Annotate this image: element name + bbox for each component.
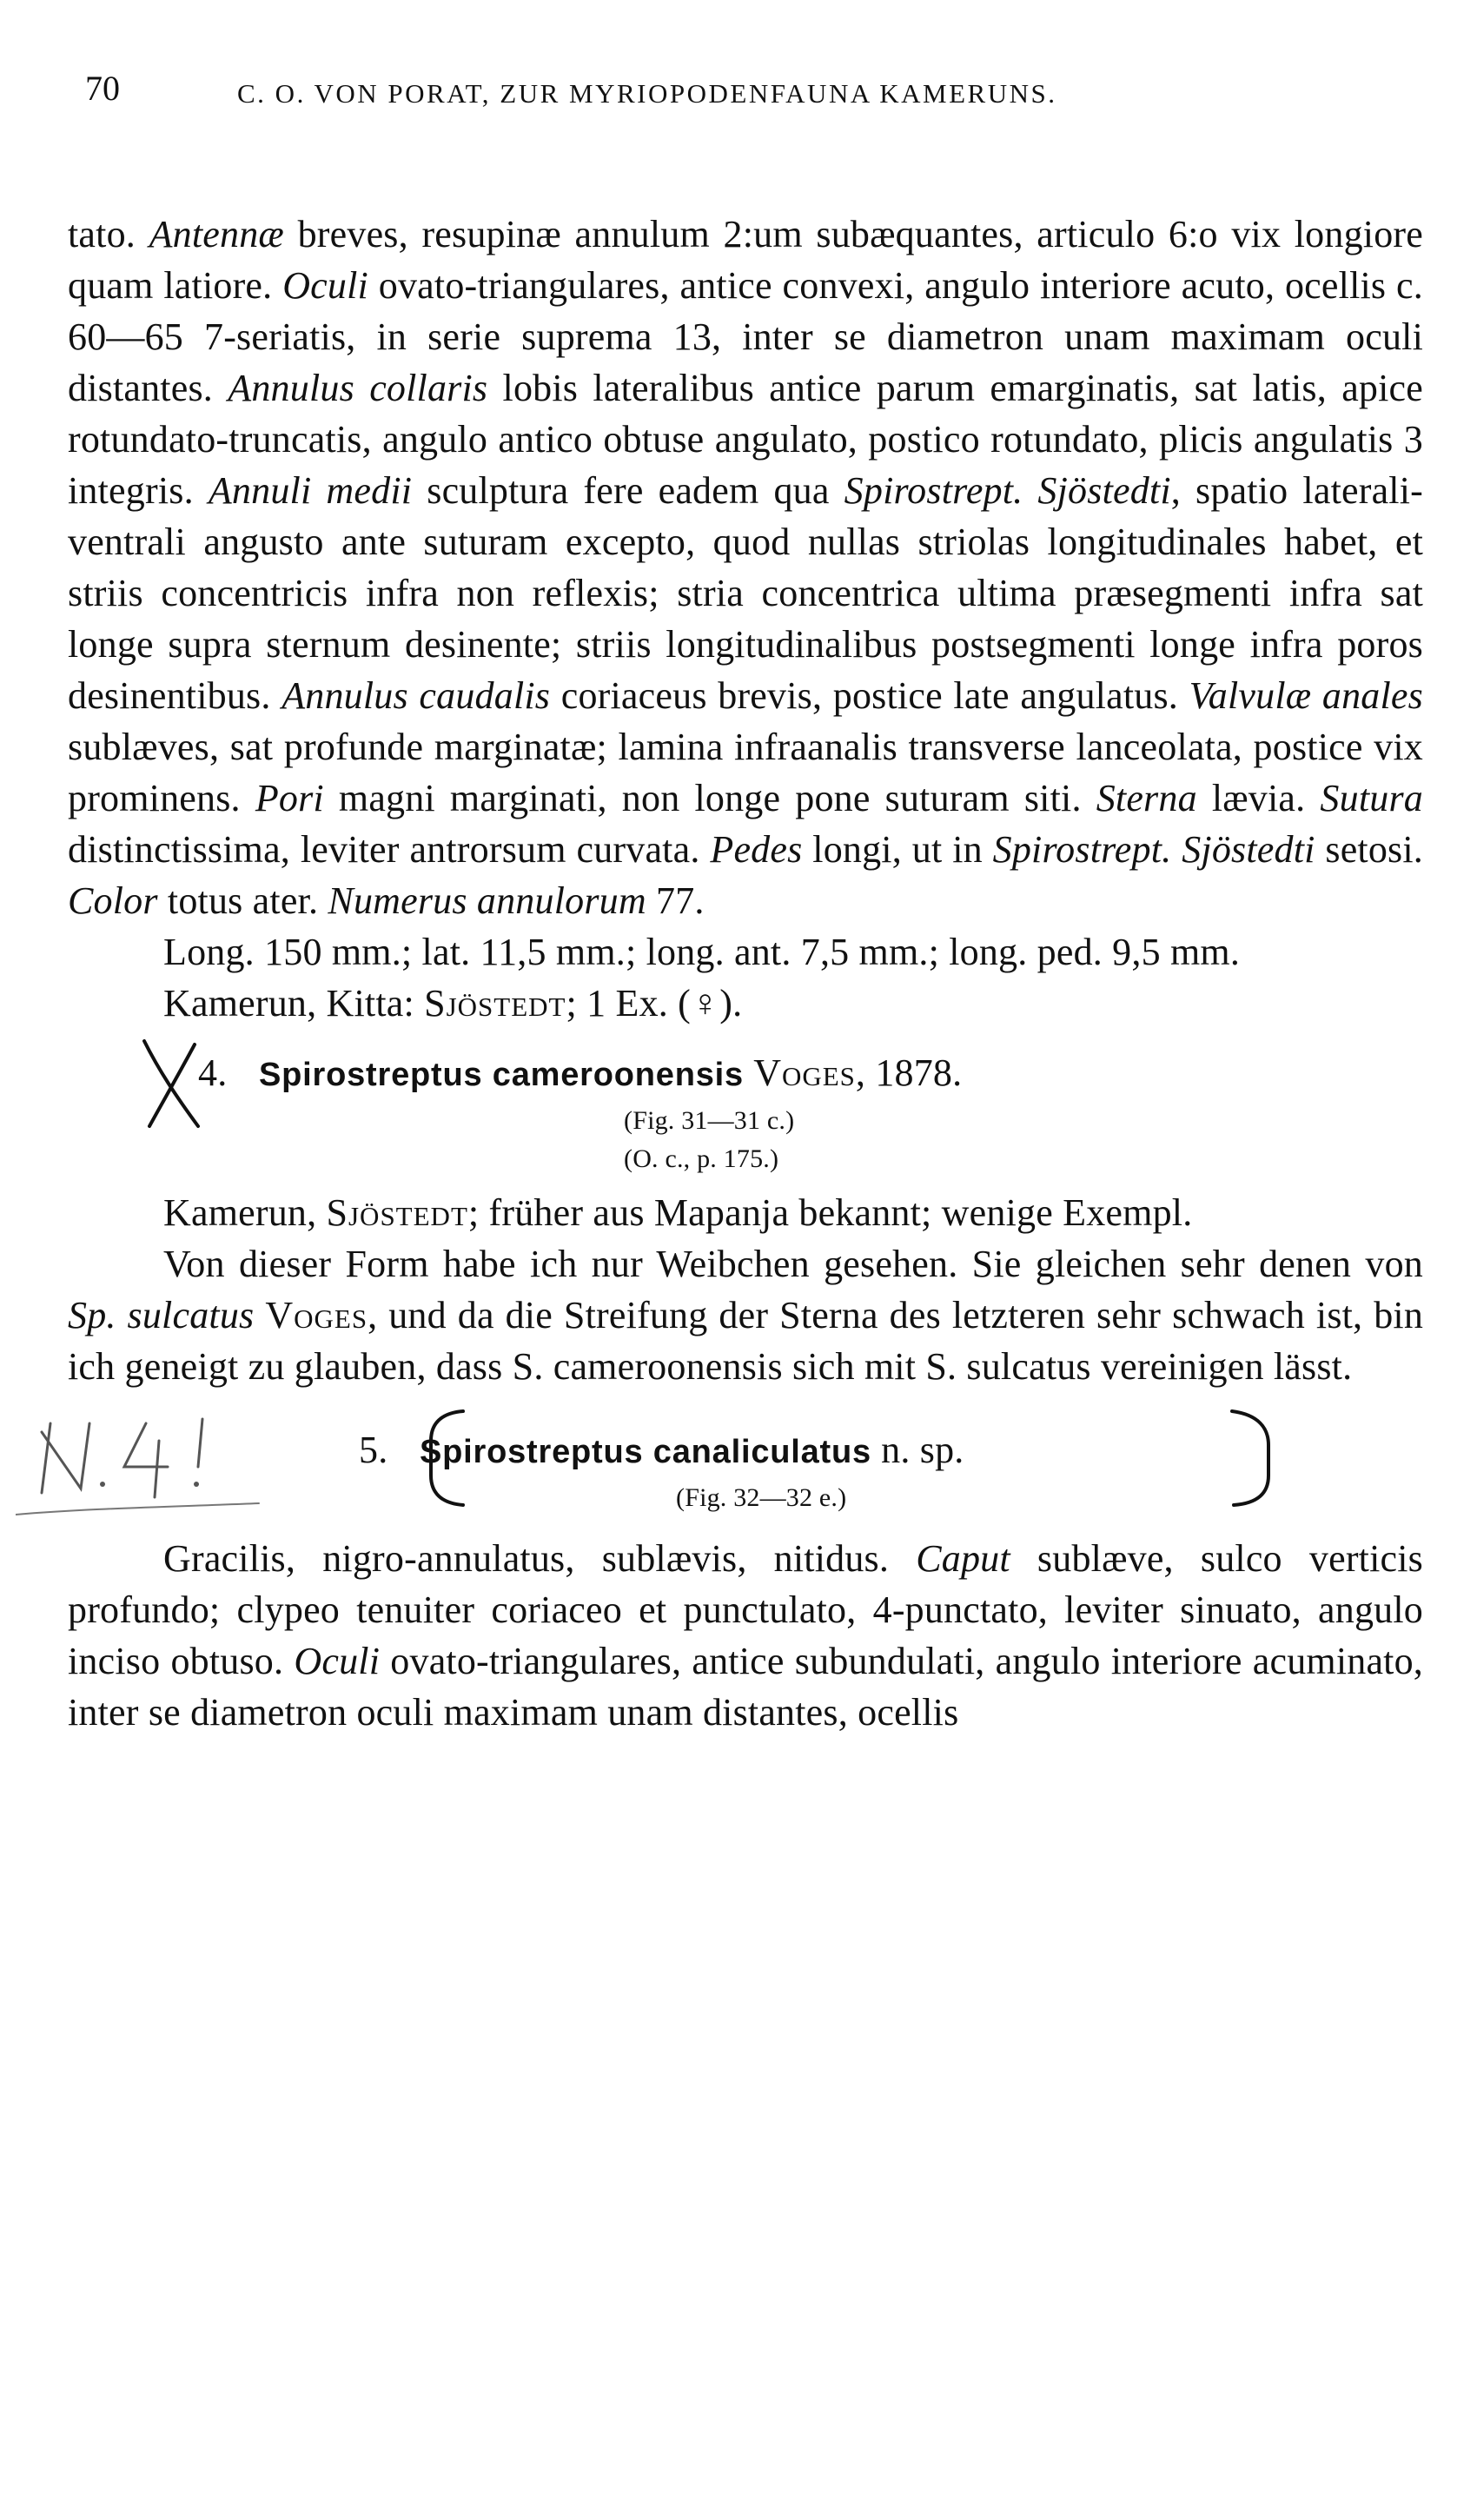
measurements: Long. 150 mm.; lat. 11,5 mm.; long. ant. 7,5 mm.; long. ped. 9,5 mm. [163,931,1241,973]
text: sculptura fere eadem qua [412,469,844,512]
term-antennae: Antennæ [149,213,284,255]
species-new-suffix: n. sp. [871,1429,964,1471]
term-annulus-caudalis: Annulus caudalis [281,674,551,717]
text: ovato-triangulares, antice subundulati, angulo interiore acuminato, inter se diametron oculi maximam unam distantes, ocellis [68,1640,1423,1734]
handwritten-note-mark [16,1397,328,1528]
body-text [68,209,1423,1738]
page-reference: (O. c., p. 175.) [624,1144,779,1173]
term-sutura: Sutura [1320,777,1423,819]
text: magni marginati, non longe pone suturam siti. [323,777,1096,819]
page-number: 70 [85,69,120,108]
handwritten-bracket-left [415,1406,467,1510]
text: Kamerun, [163,1191,327,1234]
text: tato. [68,213,149,255]
paragraph-remarks [68,1238,1423,1392]
term-caput: Caput [916,1537,1010,1580]
species-number: 5. [359,1429,388,1471]
page [68,52,1423,1738]
text: totus ater. [157,879,328,922]
species-name: Spirostreptus cameroonensis [259,1057,744,1093]
text: breves, resupinæ annulum 2:um subæquantes, articulo 6:o vix longiore quam latiore. [68,213,1423,307]
text: Von dieser Form habe ich nur Weibchen gesehen. Sie gleichen sehr denen von [163,1243,1423,1285]
species-author: Voges [265,1294,368,1336]
handwritten-x-mark [137,1036,207,1131]
text: sublæve, sulco verticis profundo; clypeo tenuiter coriaceo et punctulato, 4-punctato, leviter sinuato, angulo inciso obtuso. [68,1537,1423,1682]
handwritten-bracket-right [1223,1406,1284,1510]
term-oculi: Oculi [282,264,368,307]
figure-reference: (Fig. 31—31 c.) [624,1106,795,1135]
term-annulus-collaris: Annulus collaris [228,367,488,409]
species-number: 4. [198,1051,228,1094]
locality-kitta [68,978,1423,1029]
species-name: Spirostreptus canaliculatus [420,1434,871,1470]
text: ; früher aus Mapanja bekannt; wenige Exempl. [467,1191,1193,1234]
figure-reference: (Fig. 32—32 e.) [676,1483,847,1512]
running-head [68,52,1423,130]
term-valvulae-anales: Valvulæ anales [1189,674,1423,717]
taxon-reference: Spirostrept. Sjöstedti [844,469,1171,512]
species-author: Voges [753,1051,856,1094]
term-color: Color [68,879,158,922]
taxon-reference: Sp. sulcatus [68,1294,255,1336]
text: ovato-triangulares, antice convexi, angulo interiore acuto, ocellis c. 60—65 7-seriatis, in serie suprema 13, inter se diametron unam maximam oculi distantes. [68,264,1423,409]
species-5-heading-block [68,1423,1423,1517]
collector-name: Sjöstedt [424,982,566,1025]
term-numerus-annulorum: Numerus annulorum [328,879,646,922]
species-year: , 1878. [855,1051,963,1094]
text: lævia. [1196,777,1321,819]
text: setosi. [1315,828,1423,871]
species-4-title [68,1046,1423,1102]
term-annuli-medii: Annuli medii [208,469,413,512]
text: , spatio laterali-ventrali angusto ante suturam excepto, quod nullas striolas longitudinales habet, et striis concentricis infra non reflexis; stria concentrica ultima præsegmenti infra sat longe supra sternum desinente; striis longitudinalibus postsegmenti longe infra poros desinentibus. [68,469,1424,717]
text: distinctissima, leviter antrorsum curvata. [68,828,711,871]
term-pedes: Pedes [710,828,803,871]
text: longi, ut in [802,828,993,871]
species-4-heading-block [68,1046,1423,1178]
taxon-reference: Spirostrept. Sjöstedti [992,828,1315,871]
text: ; 1 Ex. (♀). [566,982,743,1025]
term-pori: Pori [255,777,324,819]
paragraph-description [68,209,1423,926]
term-sterna: Sterna [1096,777,1197,819]
text: Gracilis, nigro-annulatus, sublævis, nitidus. [163,1537,917,1580]
text: Kamerun, Kitta: [163,982,425,1025]
text: 77. [646,879,705,922]
text: , und da die Streifung der Sterna des letzteren sehr schwach ist, bin ich geneigt zu glauben, dass S. cameroonensis sich mit S. sulcatus vereinigen lässt. [68,1294,1424,1388]
locality-kamerun [68,1187,1423,1238]
term-oculi: Oculi [294,1640,381,1682]
text: lobis lateralibus antice parum emarginatis, sat latis, apice rotundato-truncatis, angulo antico obtuse angulato, postico rotundato, plicis angulatis 3 integris. [68,367,1424,512]
paragraph-canaliculatus [68,1533,1423,1738]
text: sublæves, sat profunde marginatæ; lamina infraanalis transverse lanceolata, postice vix prominens. [68,726,1423,819]
running-title: C. O. VON PORAT, ZUR MYRIOPODENFAUNA KAMERUNS. [237,78,1057,109]
text: coriaceus brevis, postice late angulatus. [550,674,1189,717]
collector-name: Sjöstedt [326,1191,468,1234]
